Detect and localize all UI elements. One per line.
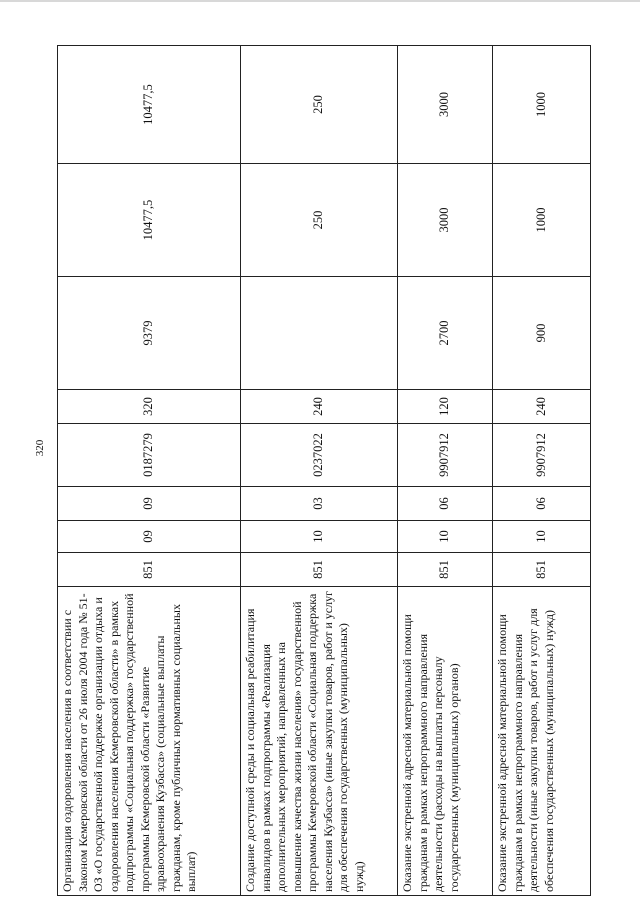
section-code: 10 [241,521,398,553]
target-code: 9907912 [493,424,591,487]
amount-3: 1000 [493,46,591,164]
ministry-code: 851 [398,553,493,587]
ministry-code: 851 [241,553,398,587]
row-description: Оказание экстренной адресной материальной помощи гражданам в рамках непрограммного направления деятельности (расходы на выплаты персоналу государственных (муниципальных) органов) [398,587,493,896]
amount-2: 10477,5 [58,164,241,277]
table-row [493,46,591,896]
subsection-code: 09 [58,487,241,521]
amount-1: 900 [493,277,591,390]
table-row [58,46,241,896]
page-number: 320 [34,439,46,457]
amount-1: 2700 [398,277,493,390]
section-code: 10 [398,521,493,553]
amount-1: 9379 [58,277,241,390]
budget-table [57,45,591,896]
amount-2: 250 [241,164,398,277]
table-row [241,46,398,896]
table-row [398,46,493,896]
target-code: 0237022 [241,424,398,487]
section-code: 09 [58,521,241,553]
subsection-code: 03 [241,487,398,521]
amount-2: 3000 [398,164,493,277]
amount-3: 3000 [398,46,493,164]
amount-1 [241,277,398,390]
subsection-code: 06 [398,487,493,521]
expense-code: 240 [493,390,591,424]
row-description: Создание доступной среды и социальная реабилитация инвалидов в рамках подпрограммы «Реализация дополнительных мероприятий, направленных на повышение качества жизни населения» государственной программы Кемеровской области «Социальная поддержка населения Кузбасса» (иные закупки товаров, работ и услуг для обеспечения государственных (муниципальных) нужд) [241,587,398,896]
section-code: 10 [493,521,591,553]
expense-code: 320 [58,390,241,424]
table-body [58,46,591,896]
ministry-code: 851 [58,553,241,587]
amount-3: 10477,5 [58,46,241,164]
expense-code: 120 [398,390,493,424]
subsection-code: 06 [493,487,591,521]
page-top-edge [0,0,640,2]
expense-code: 240 [241,390,398,424]
amount-3: 250 [241,46,398,164]
row-description: Оказание экстренной адресной материальной помощи гражданам в рамках непрограммного направления деятельности (иные закупки товаров, работ и услуг для обеспечения государственных (муниципальных) нужд) [493,587,591,896]
ministry-code: 851 [493,553,591,587]
rotated-budget-table [57,46,590,896]
target-code: 9907912 [398,424,493,487]
row-description: Организация оздоровления населения в соответствии с Законом Кемеровской области от 26 июля 2004 года № 51-ОЗ «О государственной поддержке организации отдыха и оздоровления населения Кемеровской области» в рамках подпрограммы «Социальная поддержка» государственной программы Кемеровской области «Развитие здравоохранения Кузбасса» (социальные выплаты гражданам, кроме публичных нормативных социальных выплат) [58,587,241,896]
target-code: 0187279 [58,424,241,487]
amount-2: 1000 [493,164,591,277]
